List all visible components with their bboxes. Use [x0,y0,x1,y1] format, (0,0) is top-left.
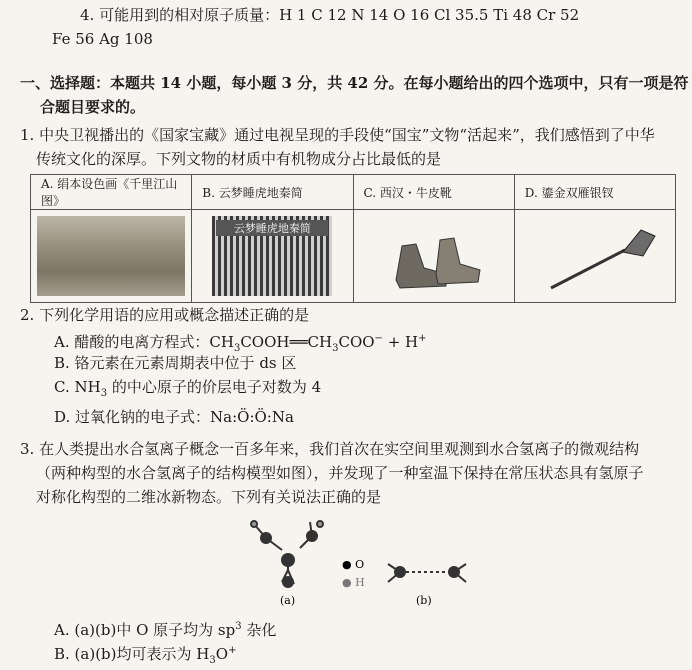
section-heading-cont: 合题目要求的。 [40,98,146,116]
q2-a-text-2: COOH [240,333,290,351]
label-a: (a) [280,594,296,607]
bamboo-slips-caption: 云梦睡虎地秦简 [216,220,328,236]
q2-a-sub-1: 3 [233,343,241,354]
q3-stem-cont-2: 对称化构型的二维冰新物态。下列有关说法正确的是 [36,488,382,506]
painting-image [37,216,185,296]
q2-a-text-3: CH [307,333,333,351]
q3-b-mid: O [215,645,229,663]
q1-option-a[interactable]: A. 绢本设色画《千里江山图》 [31,175,192,210]
q2-a-text-4: COO [338,333,375,351]
q3-b-sub: 3 [209,655,216,666]
q3-stem: 3. 在人类提出水合氢离子概念一百多年来，我们首次在实空间里观测到水合氢离子的微观结构 [20,440,640,458]
q2-d-electron-dots: :Ö:Ö: [232,408,272,426]
structure-b [388,564,466,582]
q3-option-a[interactable] [54,618,276,639]
q2-a-sup-2: + [418,333,427,344]
q3-b-sup: + [228,645,237,656]
atomic-mass-note-cont: Fe 56 Ag 108 [52,30,153,48]
q2-option-c[interactable] [54,378,321,403]
q3-option-b[interactable] [54,642,236,670]
q2-a-arrow: ══ [289,333,308,351]
q1-stem-cont: 传统文化的深厚。下列文物的材质中有机物成分占比最低的是 [36,150,442,168]
legend-oxygen: ● O [342,558,365,571]
q2-stem: 2. 下列化学用语的应用或概念描述正确的是 [20,306,310,324]
q2-c-text-2: 的中心原子的价层电子对数为 4 [107,378,322,396]
q1-option-d[interactable]: D. 鎏金双雁银钗 [514,175,675,210]
silver-hairpin-image [515,210,675,302]
structure-a [251,521,323,587]
q3-a-prefix: A. (a)(b)中 O 原子均为 sp [54,621,236,639]
q1-option-c[interactable]: C. 西汉・牛皮靴 [353,175,514,210]
leather-boots-image [354,210,514,302]
q2-d-prefix: D. 过氧化钠的电子式：Na [54,408,233,426]
q2-a-sup-1: − [374,333,383,344]
q2-c-text-1: C. NH [54,378,101,396]
q3-a-sup: 3 [235,621,242,632]
q2-option-b[interactable]: B. 铬元素在元素周期表中位于 ds 区 [54,354,297,372]
q3-b-prefix: B. (a)(b)均可表示为 H [54,645,210,663]
q1-stem: 1. 中央卫视播出的《国家宝藏》通过电视呈现的手段使“国宝”文物“活起来”，我们感悟到了中华 [20,126,655,144]
q3-stem-cont: （两种构型的水合氢离子的结构模型如图），并发现了一种室温下保持在常压状态具有氢原子 [36,464,644,482]
section-heading: 一、选择题：本题共 14 小题，每小题 3 分，共 42 分。在每小题给出的四个选项中，只有一项是符 [20,74,689,92]
q3-a-suffix: 杂化 [241,621,277,639]
q2-a-sub-2: 3 [332,343,339,354]
q2-option-d[interactable] [54,408,294,426]
q2-d-suffix: Na [271,408,294,426]
q1-option-b[interactable]: B. 云梦睡虎地秦简 [192,175,353,210]
hydronium-structure-diagram [230,510,490,610]
q2-c-sub: 3 [100,388,108,399]
q2-a-text-5: + H [382,333,419,351]
legend-hydrogen: ● H [342,576,365,589]
q2-a-text-1: A. 醋酸的电离方程式：CH [54,333,234,351]
atomic-mass-note: 4. 可能用到的相对原子质量：H 1 C 12 N 14 O 16 Cl 35.5 Ti 48 Cr 52 [80,6,580,24]
label-b: (b) [416,594,432,607]
q1-options-table [30,174,676,303]
